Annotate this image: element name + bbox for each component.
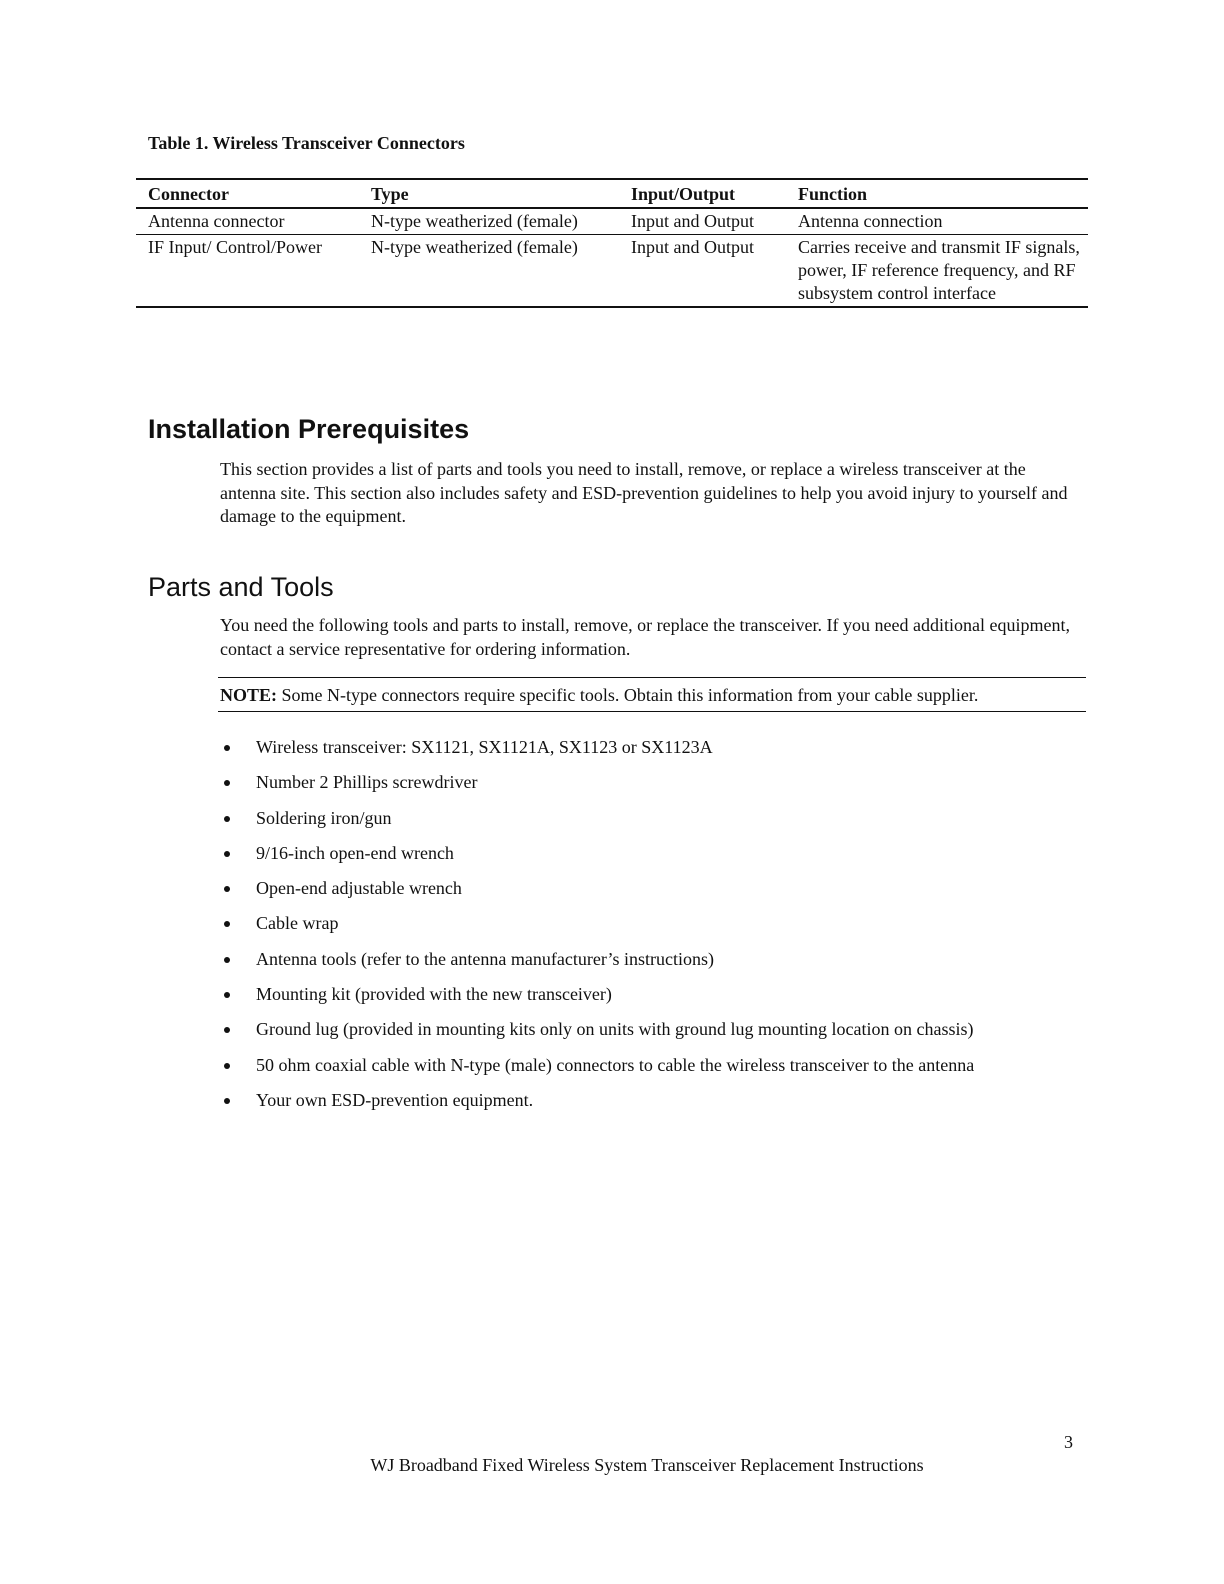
bullet-icon (224, 1027, 230, 1033)
table-row (136, 235, 1088, 308)
installation-paragraph: This section provides a list of parts and tools you need to install, remove, or replace a wireless transceiver at the antenna site. This section also includes safety and ESD-prevention guidelines to help you avoid injury to yourself and damage to the equipment. (220, 459, 1068, 526)
list-item: Wireless transceiver: SX1121, SX1121A, SX1123 or SX1123A (220, 735, 974, 770)
bullet-icon (224, 816, 230, 822)
list-item: 9/16-inch open-end wrench (220, 841, 974, 876)
list-item: 50 ohm coaxial cable with N-type (male) connectors to cable the wireless transceiver to the antenna (220, 1053, 974, 1088)
column-header-type: Type (371, 179, 631, 208)
cell-type: N-type weatherized (female) (371, 235, 631, 308)
list-item: Ground lug (provided in mounting kits only on units with ground lug mounting location on chassis) (220, 1017, 974, 1052)
bullet-icon (224, 780, 230, 786)
cell-function: Antenna connection (798, 208, 1088, 235)
list-item: Mounting kit (provided with the new transceiver) (220, 982, 974, 1017)
bullet-icon (224, 1063, 230, 1069)
bullet-icon (224, 957, 230, 963)
table-header-row (136, 179, 1088, 208)
cell-input-output: Input and Output (631, 235, 798, 308)
bullet-icon (224, 851, 230, 857)
table-row (136, 208, 1088, 235)
list-item: Your own ESD-prevention equipment. (220, 1088, 974, 1123)
cell-function: Carries receive and transmit IF signals, power, IF reference frequency, and RF subsystem control interface (798, 235, 1088, 308)
column-header-connector: Connector (136, 179, 371, 208)
installation-prerequisites-heading: Installation Prerequisites (148, 414, 470, 444)
column-header-function: Function (798, 179, 1088, 208)
bullet-icon (224, 921, 230, 927)
list-item: Cable wrap (220, 911, 974, 946)
bullet-icon (224, 886, 230, 892)
note-text: Some N-type connectors require specific tools. Obtain this information from your cable supplier. (277, 685, 979, 705)
parts-paragraph: You need the following tools and parts to install, remove, or replace the transceiver. If you need additional equipment, contact a service representative for ordering information. (220, 615, 1070, 659)
cell-input-output: Input and Output (631, 208, 798, 235)
list-item: Antenna tools (refer to the antenna manufacturer’s instructions) (220, 947, 974, 982)
bullet-icon (224, 1098, 230, 1104)
footer-title: WJ Broadband Fixed Wireless System Transceiver Replacement Instructions (370, 1455, 924, 1475)
table-caption: Table 1. Wireless Transceiver Connectors (148, 133, 465, 153)
list-item: Open-end adjustable wrench (220, 876, 974, 911)
cell-type: N-type weatherized (female) (371, 208, 631, 235)
column-header-input-output: Input/Output (631, 179, 798, 208)
bullet-icon (224, 745, 230, 751)
parts-and-tools-heading: Parts and Tools (148, 572, 334, 602)
note-label: NOTE: (220, 685, 278, 705)
list-item: Number 2 Phillips screwdriver (220, 770, 974, 805)
cell-connector: Antenna connector (136, 208, 371, 235)
note-box (218, 677, 1086, 712)
bullet-icon (224, 992, 230, 998)
connectors-table (136, 178, 1088, 308)
page-number: 3 (1064, 1432, 1073, 1452)
tools-list (220, 735, 974, 1123)
list-item: Soldering iron/gun (220, 806, 974, 841)
cell-connector: IF Input/ Control/Power (136, 235, 371, 308)
